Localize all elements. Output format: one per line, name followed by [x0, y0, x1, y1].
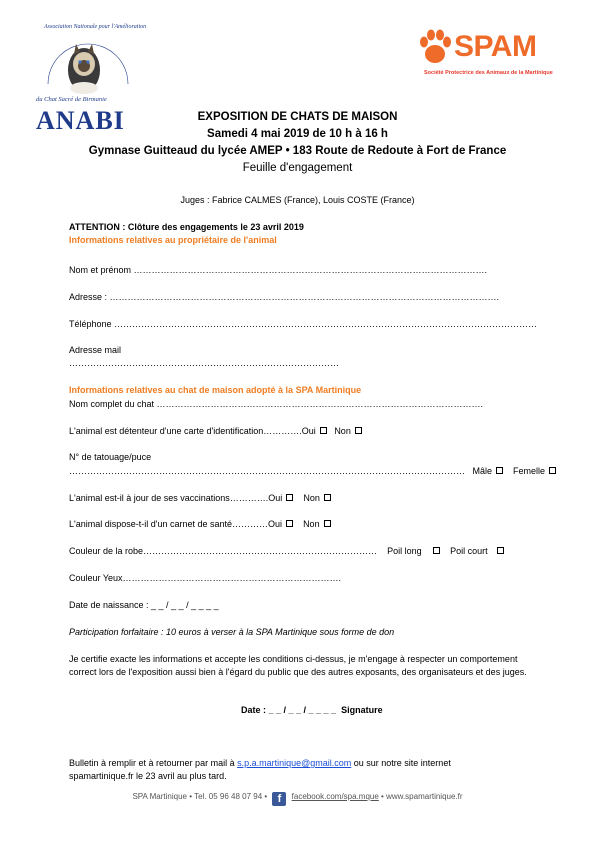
female-label: Femelle: [513, 466, 546, 476]
vaccines-no-label: Non: [303, 493, 320, 503]
id-card-no-label: Non: [334, 426, 351, 436]
return-note-line2: spamartinique.fr le 23 avril au plus tard.: [69, 771, 227, 781]
vaccines-yes-checkbox[interactable]: [286, 494, 293, 501]
cat-section-heading: Informations relatives au chat de maison adopté à la SPA Martinique: [69, 385, 362, 395]
long-hair-checkbox[interactable]: [433, 547, 440, 554]
judges: Juges : Fabrice CALMES (France), Louis COSTE (France): [180, 195, 415, 205]
anabi-arc-text: Association Nationale pour l'Amélioration: [44, 24, 147, 30]
return-note-text: Bulletin à remplir et à retourner par mail à: [69, 758, 238, 768]
spam-logo: [418, 28, 568, 88]
cat-fullname-field[interactable]: Nom complet du chat ……………………………………………………………………………………………….: [69, 399, 484, 409]
owner-section-heading: Informations relatives au propriétaire de l'animal: [69, 235, 277, 245]
health-book-row: [69, 519, 331, 529]
form-subtitle: Feuille d'engagement: [242, 162, 353, 174]
page-title: EXPOSITION DE CHATS DE MAISON: [197, 111, 398, 123]
coat-row: [69, 546, 504, 556]
facebook-link[interactable]: facebook.com/spa.mque: [291, 792, 379, 801]
certify-paragraph: Je certifie exacte les informations et accepte les conditions ci-dessus, je m'engage à respecter un comportement correct lors de l'exposition aussi bien à l'égard du public que des autres exposants, des organisateurs et des juges.: [69, 654, 527, 677]
anabi-name: ANABI: [36, 106, 125, 135]
short-hair-label: Poil court: [450, 546, 488, 556]
signature-row: [241, 705, 383, 715]
tattoo-row: [69, 466, 556, 476]
footer: [0, 792, 595, 806]
owner-address-field[interactable]: Adresse : ………………………………………………………………………………………………………………….: [69, 292, 500, 302]
owner-name-field[interactable]: Nom et prénom ……………………………………………………………………………………………………….: [69, 265, 488, 275]
male-checkbox[interactable]: [496, 467, 503, 474]
spam-subtitle: Société Protectrice des Animaux de la Martinique: [424, 70, 553, 76]
id-card-no-checkbox[interactable]: [355, 427, 362, 434]
health-book-yes-checkbox[interactable]: [286, 520, 293, 527]
paw-icon: [418, 28, 452, 66]
fee-note: Participation forfaitaire : 10 euros à verser à la SPA Martinique sous forme de don: [69, 627, 395, 637]
signature-label: Signature: [341, 705, 383, 715]
owner-email-field[interactable]: ………………………………………………………………………………: [69, 358, 339, 368]
return-note-text-after: ou sur notre site internet: [351, 758, 451, 768]
id-card-row: [69, 426, 362, 436]
tattoo-field[interactable]: ……………………………………………………………………………………………………………………: [69, 466, 465, 476]
attention-note: ATTENTION : Clôture des engagements le 23 avril 2019: [69, 222, 304, 232]
vaccines-row: [69, 493, 331, 503]
vaccines-question: L'animal est-il à jour de ses vaccinations………….Oui: [69, 493, 283, 503]
return-note-line1: [69, 758, 451, 768]
footer-org: SPA Martinique • Tel. 05 96 48 07 94 •: [132, 792, 268, 801]
id-card-question: L'animal est détenteur d'une carte d'identification………….Oui: [69, 426, 316, 436]
owner-phone-field[interactable]: Téléphone ……………………………………………………………………………………………………………………………: [69, 319, 538, 329]
event-venue: Gymnase Guitteaud du lycée AMEP • 183 Route de Redoute à Fort de France: [88, 145, 507, 157]
vaccines-no-checkbox[interactable]: [324, 494, 331, 501]
id-card-yes-checkbox[interactable]: [320, 427, 327, 434]
health-book-question: L'animal dispose-t-il d'un carnet de santé…………Oui: [69, 519, 283, 529]
footer-site[interactable]: • www.spamartinique.fr: [381, 792, 463, 801]
health-book-no-label: Non: [303, 519, 320, 529]
coat-color-field[interactable]: Couleur de la robe……………………………………………………………………: [69, 546, 378, 556]
short-hair-checkbox[interactable]: [497, 547, 504, 554]
event-date: Samedi 4 mai 2019 de 10 h à 16 h: [207, 128, 388, 140]
eye-color-field[interactable]: Couleur Yeux……………………………………………………………….: [69, 573, 342, 583]
facebook-icon: f: [272, 792, 286, 806]
spam-name: SPAM: [454, 30, 537, 63]
long-hair-label: Poil long: [387, 546, 422, 556]
female-checkbox[interactable]: [549, 467, 556, 474]
signature-date-field[interactable]: Date : _ _ / _ _ / _ _ _ _: [241, 705, 337, 715]
anabi-subtitle: du Chat Sacré de Birmanie: [36, 96, 107, 103]
birman-cat-icon: [28, 24, 148, 104]
tattoo-label: N° de tatouage/puce: [69, 452, 152, 462]
health-book-no-checkbox[interactable]: [324, 520, 331, 527]
male-label: Mâle: [472, 466, 493, 476]
contact-email-link[interactable]: s.p.a.martinique@gmail.com: [237, 758, 352, 768]
owner-email-label: Adresse mail: [69, 345, 122, 355]
birth-date-field[interactable]: Date de naissance : _ _ / _ _ / _ _ _ _: [69, 600, 219, 610]
